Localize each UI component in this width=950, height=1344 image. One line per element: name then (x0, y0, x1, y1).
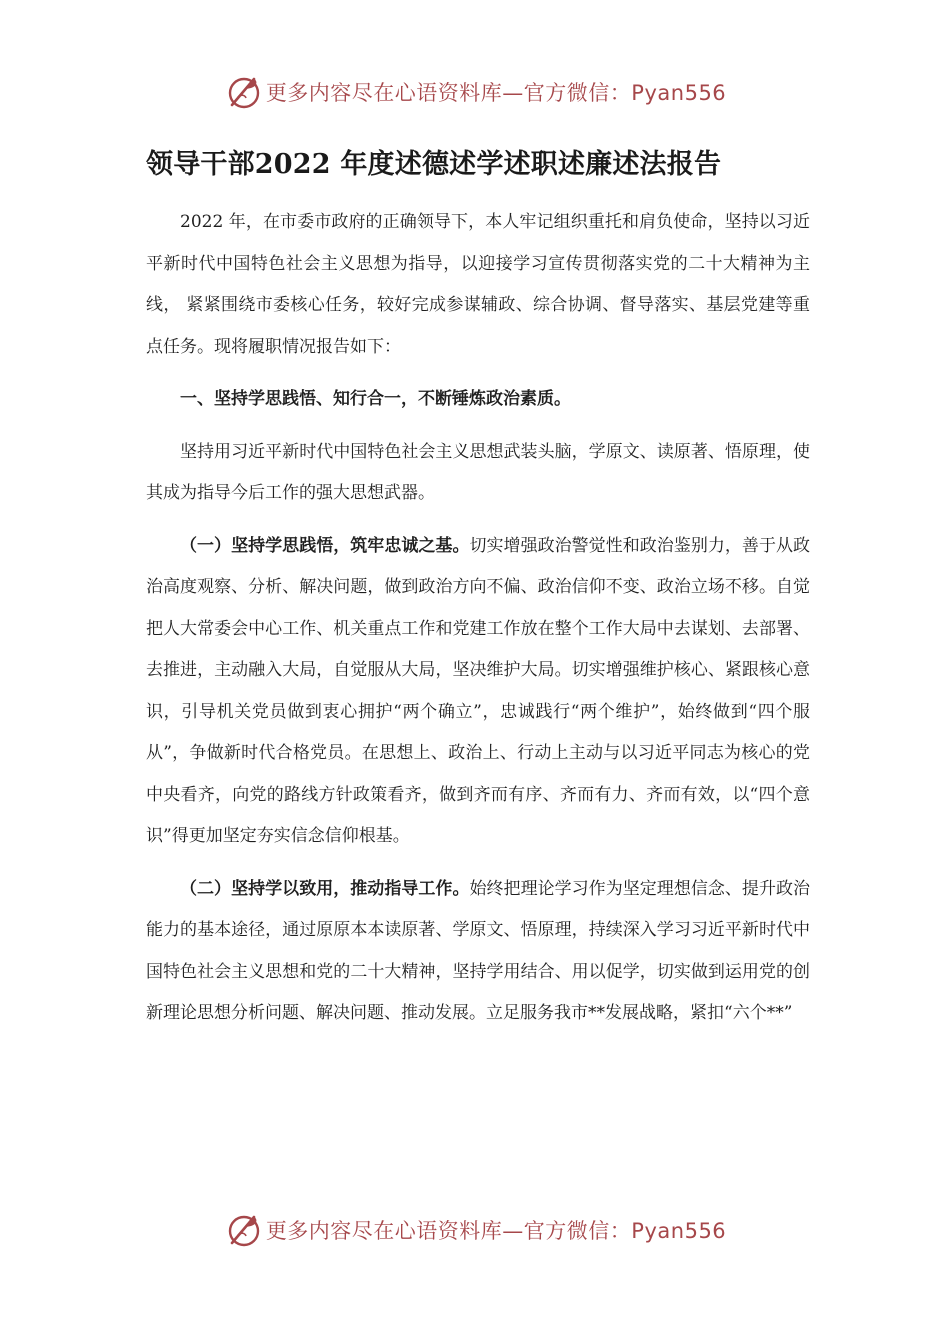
intro-paragraph: 2022 年，在市委市政府的正确领导下，本人牢记组织重托和肩负使命，坚持以习近平新时代中国特色社会主义思想为指导，以迎接学习宣传贯彻落实党的二十大精神为主线， 紧紧围绕市委核心任务，较好完成参谋辅政、综合协调、督导落实、基层党建等重点任务。现将履职情况报告如下： (146, 212, 810, 357)
subsection-lead: （一）坚持学思践悟，筑牢忠诚之基。 (180, 535, 470, 556)
watermark-text: 更多内容尽在心语资料库—官方微信：Pyan556 (265, 81, 727, 105)
document-body (146, 202, 810, 1046)
subsection-paragraph (146, 526, 810, 858)
footer-watermark-banner (0, 1208, 950, 1252)
subsection-text: 切实增强政治警觉性和政治鉴别力，善于从政治高度观察、分析、解决问题，做到政治方向不偏、政治信仰不变、政治立场不移。自觉把人大常委会中心工作、机关重点工作和党建工作放在整个工作大局中去谋划、去部署、去推进，主动融入大局，自觉服从大局，坚决维护大局。切实增强维护核心、紧跟核心意识，引导机关党员做到衷心拥护“两个确立”，忠诚践行“两个维护”，始终做到“四个服从”，争做新时代合格党员。在思想上、政治上、行动上主动与以习近平同志为核心的党中央看齐，向党的路线方针政策看齐，做到齐而有序、齐而有力、齐而有效，以“四个意识”得更加坚定夯实信念信仰根基。 (146, 535, 811, 846)
quill-circle-logo-icon (224, 72, 264, 112)
subsection-text: 始终把理论学习作为坚定理想信念、提升政治能力的基本途径，通过原原本本读原著、学原文、悟原理，持续深入学习习近平新时代中国特色社会主义思想和党的二十大精神，坚持学用结合、用以促学，切实做到运用党的创新理论思想分析问题、解决问题、推动发展。立足服务我市**发展战略，紧扣“六个**” (146, 878, 811, 1023)
quill-circle-logo-icon (224, 1210, 264, 1250)
subsection-paragraph (146, 869, 810, 1035)
header-watermark-banner (0, 70, 950, 114)
section-intro-paragraph: 坚持用习近平新时代中国特色社会主义思想武装头脑，学原文、读原著、悟原理，使其成为指导今后工作的强大思想武器。 (146, 441, 810, 503)
document-title: 领导干部2022 年度述德述学述职述廉述法报告 (146, 149, 722, 180)
section-heading: 一、坚持学思践悟、知行合一，不断锤炼政治素质。 (180, 389, 571, 409)
subsection-lead: （二）坚持学以致用，推动指导工作。 (180, 878, 470, 899)
watermark-text: 更多内容尽在心语资料库—官方微信：Pyan556 (265, 1219, 727, 1243)
